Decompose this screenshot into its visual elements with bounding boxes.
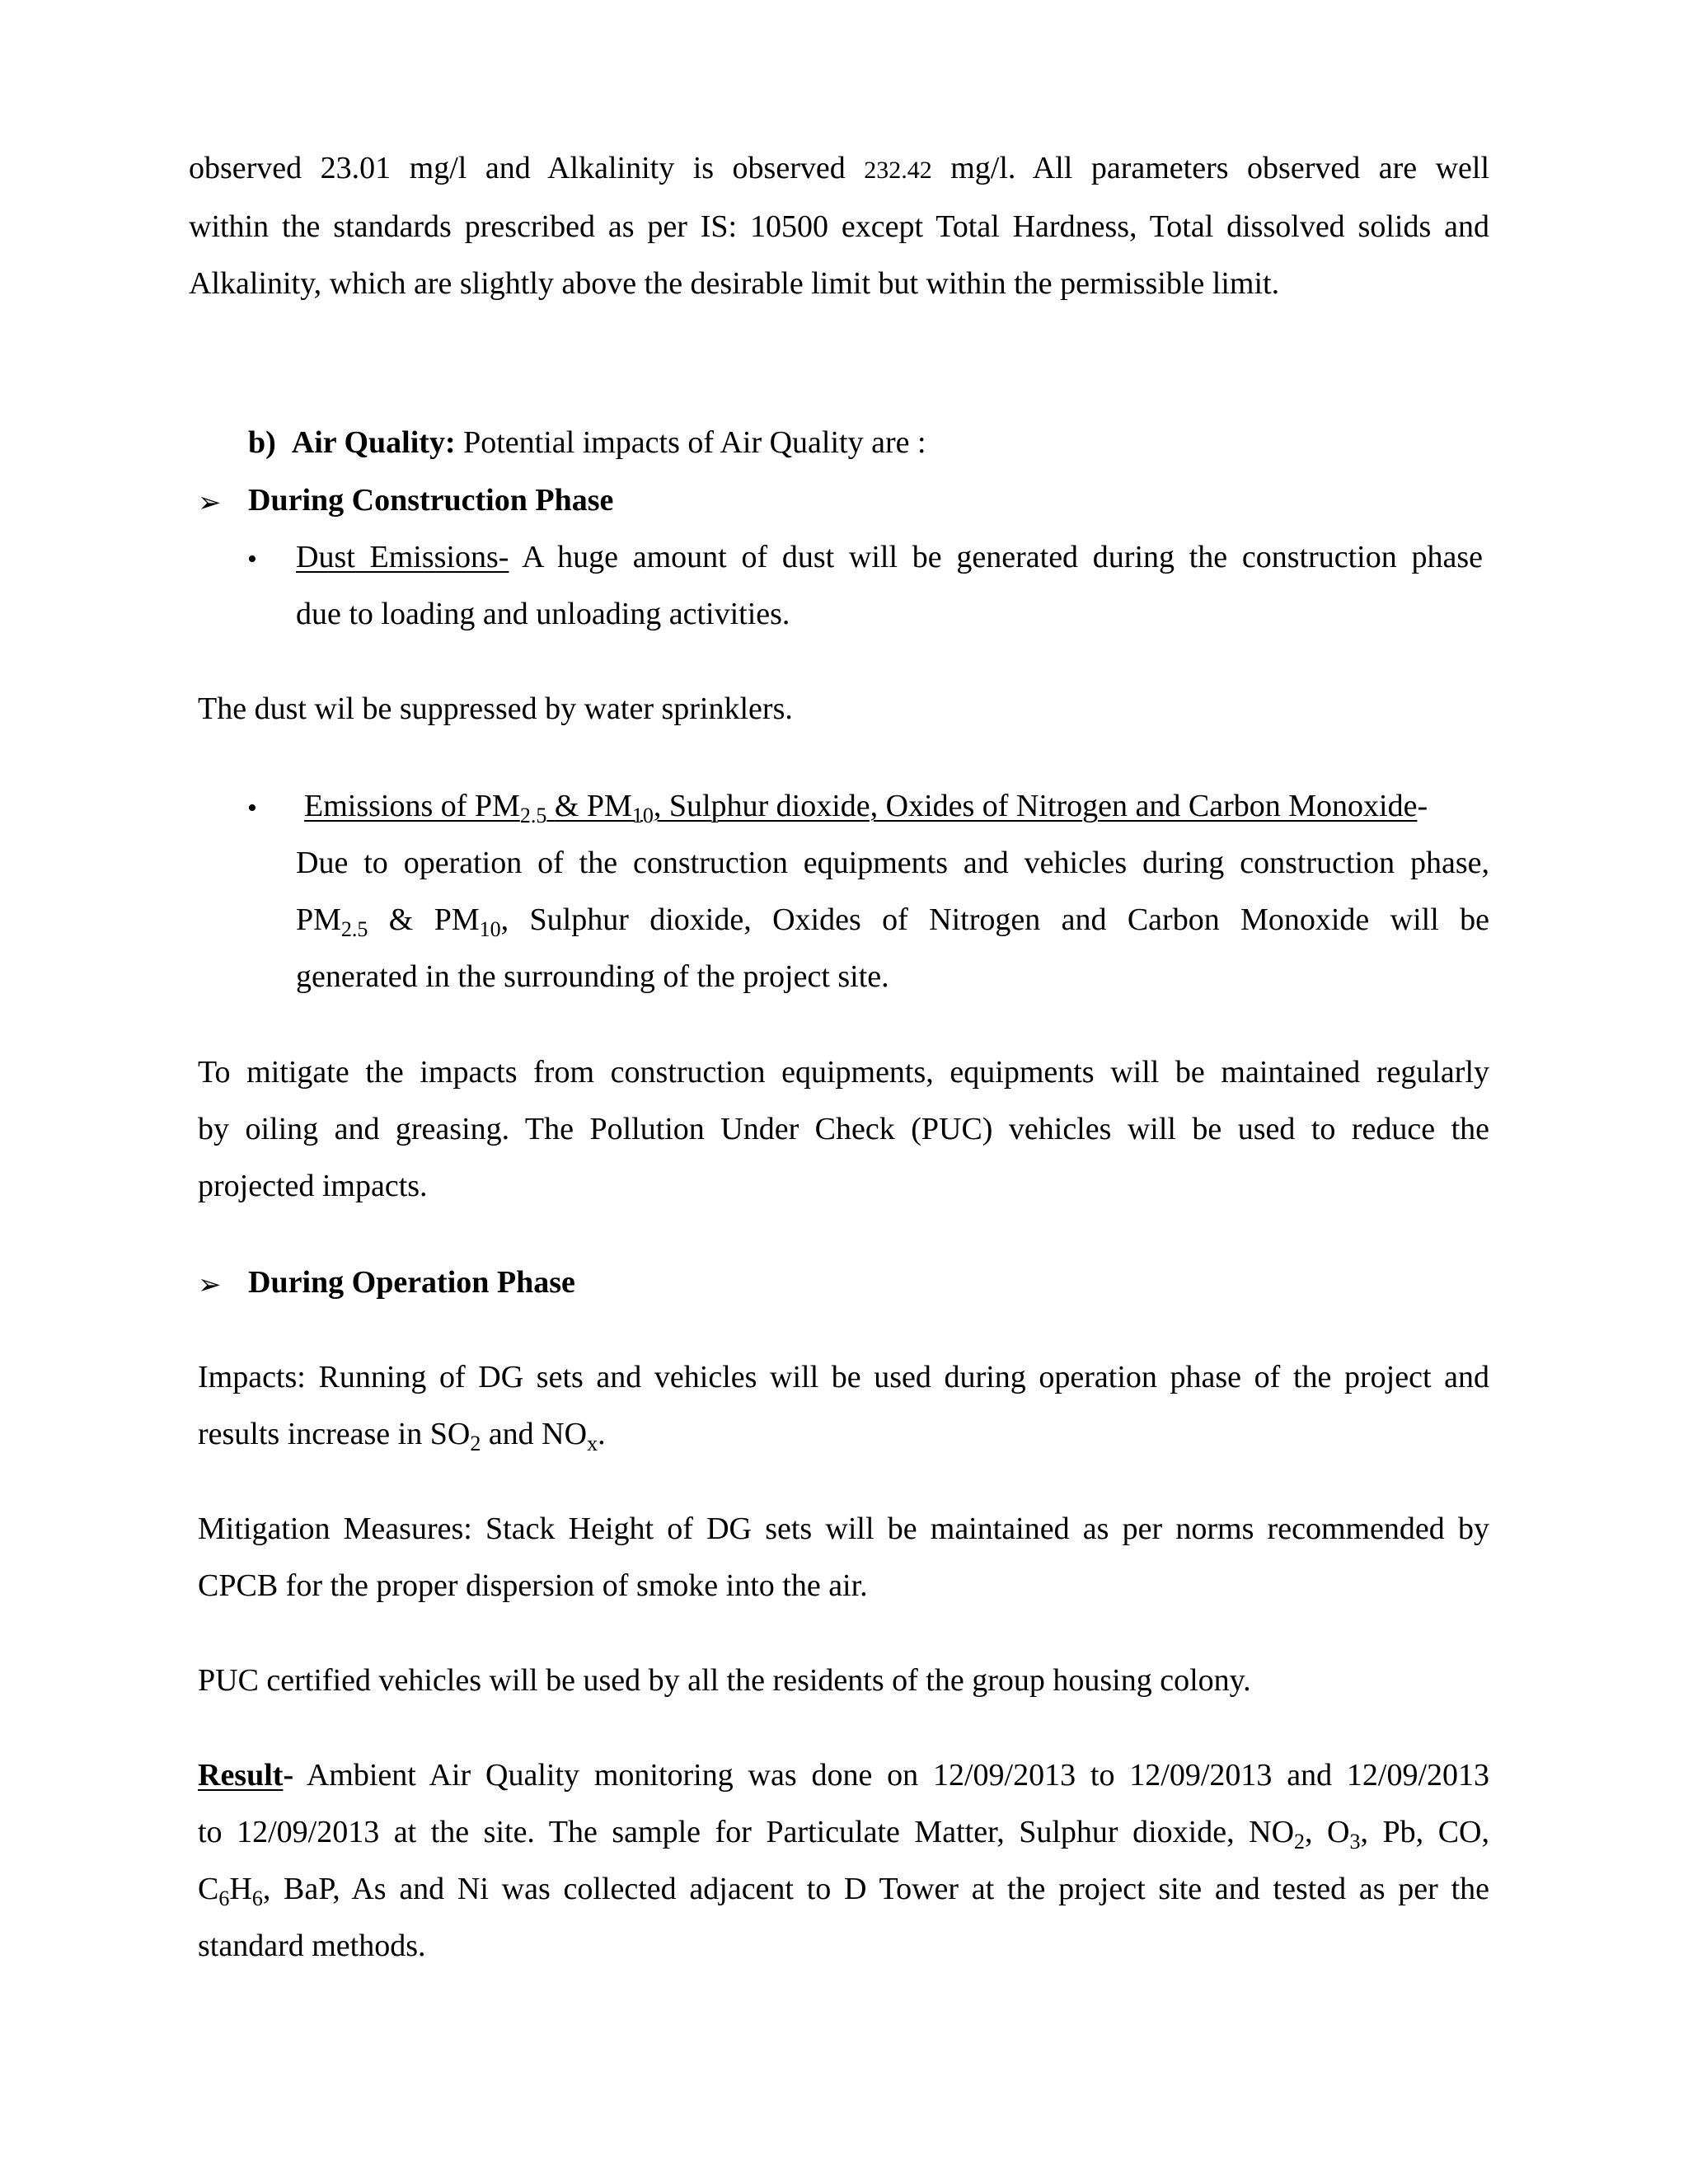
result-line-4: standard methods. xyxy=(198,1929,426,1963)
bullet-dot-icon: • xyxy=(247,793,257,823)
emissions-line-4: generated in the surrounding of the project site. xyxy=(296,959,889,994)
mitigation-line-2: by oiling and greasing. The Pollution Under Check (PUC) vehicles will be used to reduce the xyxy=(198,1112,1489,1146)
operation-phase-heading: During Operation Phase xyxy=(248,1265,575,1300)
measures-line-2: CPCB for the proper dispersion of smoke into the air. xyxy=(198,1568,868,1603)
arrow-bullet-icon: ➢ xyxy=(198,1270,222,1301)
measures-line-1: Mitigation Measures: Stack Height of DG sets will be maintained as per norms recommended by xyxy=(198,1511,1489,1546)
intro-paragraph xyxy=(189,140,1489,312)
bullet-dot-icon: • xyxy=(247,544,257,574)
air-quality-text: Potential impacts of Air Quality are : xyxy=(463,425,926,460)
arrow-bullet-icon: ➢ xyxy=(198,488,222,518)
emissions-line-3: $PM_{2.5}$ & $PM_{10}$, Sulphur dioxide, Oxides of Nitrogen and Carbon Monoxide will be xyxy=(296,902,1490,941)
measures-paragraph xyxy=(198,1501,1489,1615)
impacts-line-2: results increase in $SO_2$ and $NO_x$. xyxy=(198,1417,606,1455)
dust-line-1: Dust Emissions- A huge amount of dust will be generated during the construction phase xyxy=(296,540,1483,574)
result-line-1: Result- Ambient Air Quality monitoring was done on 12/09/2013 to 12/09/2013 and 12/09/2013 xyxy=(198,1758,1490,1793)
emissions-label: Emissions of $PM_{2.5}$ & $PM_{10}$, Sulphur dioxide, Oxides of Nitrogen and Carbon Monoxide xyxy=(304,789,1418,827)
emissions-item xyxy=(296,778,1489,1005)
result-label: Result xyxy=(198,1758,284,1793)
intro-line-1: observed 23.01 mg/l and Alkalinity is observed 232.42 mg/l. All parameters observed are well xyxy=(189,151,1490,185)
mitigation-line-1: To mitigate the impacts from construction equipments, equipments will be maintained regularly xyxy=(198,1055,1489,1090)
dust-emissions-item xyxy=(296,529,1483,643)
mitigation-line-3: projected impacts. xyxy=(198,1169,428,1203)
emissions-line-2: Due to operation of the construction equipments and vehicles during construction phase, xyxy=(296,846,1489,880)
intro-line-3: Alkalinity, which are slightly above the desirable limit but within the permissible limit. xyxy=(189,266,1280,301)
air-quality-title: Air Quality: xyxy=(291,425,456,460)
impacts-line-1: Impacts: Running of DG sets and vehicles will be used during operation phase of the project and xyxy=(198,1360,1489,1394)
dust-note: The dust wil be suppressed by water sprinklers. xyxy=(198,691,793,726)
construction-phase-heading: During Construction Phase xyxy=(248,483,614,518)
mitigation-paragraph xyxy=(198,1044,1489,1215)
air-quality-heading: b) Air Quality: Potential impacts of Air Quality are : xyxy=(248,425,926,460)
impacts-paragraph xyxy=(198,1349,1489,1463)
dust-line-2: due to loading and unloading activities. xyxy=(296,597,790,631)
result-paragraph xyxy=(198,1747,1489,1975)
intro-line-2: within the standards prescribed as per IS: 10500 except Total Hardness, Total dissolved solids and xyxy=(189,209,1489,244)
result-line-2: to 12/09/2013 at the site. The sample for Particulate Matter, Sulphur dioxide, $NO_2$, $O_3$, Pb, CO, xyxy=(198,1815,1489,1854)
emissions-line-1: Emissions of $PM_{2.5}$ & $PM_{10}$, Sulphur dioxide, Oxides of Nitrogen and Carbon Monoxide- xyxy=(304,789,1428,827)
dust-label: Dust Emissions- xyxy=(296,540,509,574)
puc-paragraph: PUC certified vehicles will be used by all the residents of the group housing colony. xyxy=(198,1663,1251,1698)
result-line-3: $C_6H_6$, BaP, As and Ni was collected adjacent to D Tower at the project site and tested as per the xyxy=(198,1872,1489,1910)
